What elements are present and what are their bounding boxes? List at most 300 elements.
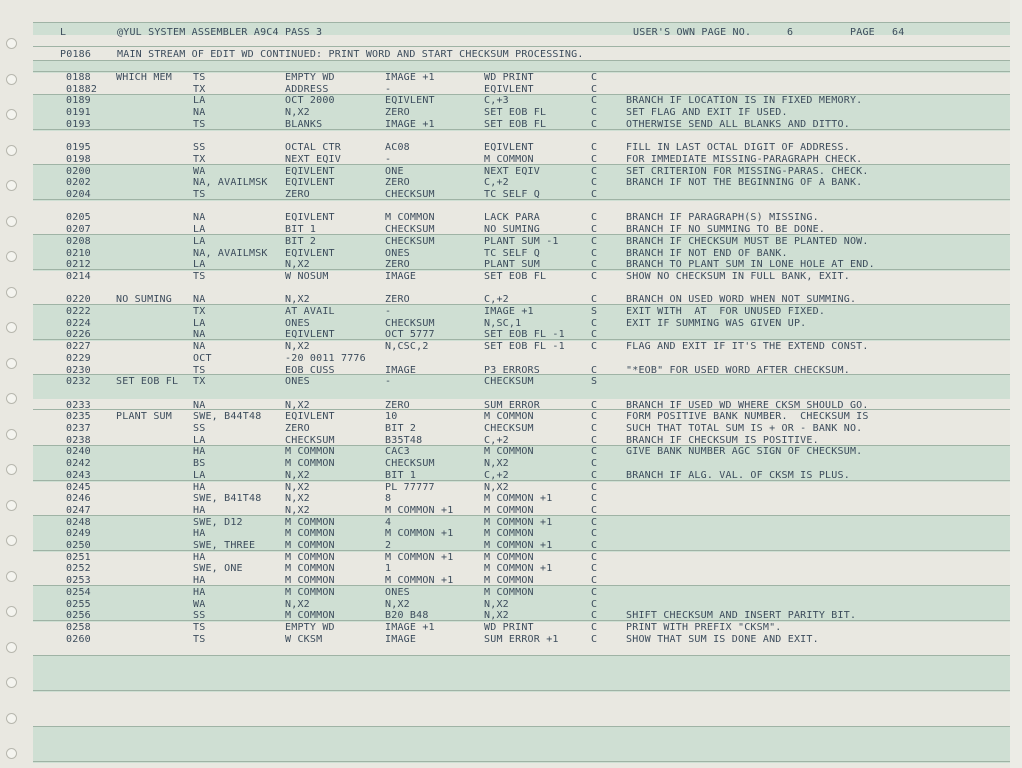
listing-a3: C,+3 — [484, 95, 509, 107]
listing-seq: 0230 — [66, 364, 91, 376]
listing-seq: 0237 — [66, 423, 91, 434]
band-rule — [33, 690, 1010, 691]
listing-op: LA — [193, 317, 206, 329]
listing-a3: M COMMON — [484, 504, 534, 516]
listing-op: WA — [193, 165, 206, 177]
listing-a3: SET EOB FL -1 — [484, 329, 565, 341]
listing-a3: N,X2 — [484, 481, 509, 493]
listing-op: SWE, B41T48 — [193, 493, 262, 505]
listing-a1: N,X2 — [285, 341, 310, 353]
listing-card: C — [591, 247, 598, 259]
listing-a2: B35T48 — [385, 434, 423, 446]
listing-a1: M COMMON — [285, 610, 335, 622]
feed-hole — [6, 38, 17, 49]
listing-comment: EXIT IF SUMMING WAS GIVEN UP. — [626, 317, 807, 329]
listing-a1: M COMMON — [285, 540, 335, 551]
listing-a2: IMAGE — [385, 633, 417, 645]
listing-comment: FILL IN LAST OCTAL DIGIT OF ADDRESS. — [626, 142, 850, 154]
feed-hole — [6, 322, 17, 333]
listing-seq: 0227 — [66, 341, 91, 353]
listing-comment: PRINT WITH PREFIX "CKSM". — [626, 621, 782, 633]
listing-card: S — [591, 306, 598, 317]
listing-a3: SET EOB FL -1 — [484, 341, 565, 353]
listing-a2: - — [385, 306, 392, 317]
listing-seq: 0238 — [66, 434, 91, 446]
section-id: P0186 — [60, 49, 92, 60]
listing-card: C — [591, 551, 598, 563]
listing-op: TS — [193, 621, 206, 633]
listing-seq: 0214 — [66, 270, 91, 282]
listing-card: C — [591, 516, 598, 528]
listing-op: NA — [193, 329, 206, 341]
listing-a2: - — [385, 83, 392, 95]
listing-a2: IMAGE — [385, 270, 417, 282]
feed-hole — [6, 145, 17, 156]
listing-seq: 0205 — [66, 212, 91, 224]
listing-a3: M COMMON +1 — [484, 540, 553, 551]
listing-op: HA — [193, 586, 206, 598]
listing-op: SWE, THREE — [193, 540, 256, 551]
listing-card: C — [591, 95, 598, 107]
listing-card: C — [591, 259, 598, 271]
listing-comment: SET CRITERION FOR MISSING-PARAS. CHECK. — [626, 165, 869, 177]
listing-a1: N,X2 — [285, 107, 310, 119]
listing-a3: SET EOB FL — [484, 270, 547, 282]
listing-op: HA — [193, 528, 206, 540]
listing-a2: M COMMON +1 — [385, 575, 454, 587]
band-rule — [33, 480, 1010, 481]
listing-a3: M COMMON — [484, 411, 534, 423]
feed-hole — [6, 358, 17, 369]
listing-a2: IMAGE +1 — [385, 621, 435, 633]
listing-a1: EQIVLENT — [285, 177, 335, 189]
listing-a1: BIT 2 — [285, 235, 317, 247]
feed-hole — [6, 500, 17, 511]
listing-comment: BRANCH IF ALG. VAL. OF CKSM IS PLUS. — [626, 469, 850, 481]
listing-a3: TC SELF Q — [484, 189, 540, 200]
listing-a3: WD PRINT — [484, 72, 534, 83]
listing-card: C — [591, 504, 598, 516]
listing-seq: 0200 — [66, 165, 91, 177]
listing-card: C — [591, 434, 598, 446]
page-right-edge — [1010, 0, 1022, 768]
listing-op: HA — [193, 504, 206, 516]
feed-hole — [6, 571, 17, 582]
listing-a2: CHECKSUM — [385, 317, 435, 329]
listing-card: C — [591, 540, 598, 551]
listing-comment: SET FLAG AND EXIT IF USED. — [626, 107, 788, 119]
listing-a2: AC08 — [385, 142, 410, 154]
listing-a1: N,X2 — [285, 493, 310, 505]
listing-op: NA — [193, 294, 206, 306]
listing-a2: EQIVLENT — [385, 95, 435, 107]
listing-a2: 2 — [385, 540, 392, 551]
listing-card: C — [591, 224, 598, 236]
listing-comment: FOR IMMEDIATE MISSING-PARAGRAPH CHECK. — [626, 153, 863, 165]
listing-a3: M COMMON +1 — [484, 563, 553, 575]
listing-a2: ONES — [385, 247, 410, 259]
feed-hole — [6, 606, 17, 617]
listing-a3: TC SELF Q — [484, 247, 540, 259]
listing-comment: BRANCH IF NOT THE BEGINNING OF A BANK. — [626, 177, 863, 189]
listing-a3: M COMMON — [484, 586, 534, 598]
listing-comment: BRANCH TO PLANT SUM IN LONE HOLE AT END. — [626, 259, 875, 271]
listing-seq: 01882 — [66, 83, 98, 95]
listing-op: LA — [193, 235, 206, 247]
listing-seq: 0229 — [66, 352, 91, 364]
listing-a2: IMAGE +1 — [385, 72, 435, 83]
listing-card: C — [591, 153, 598, 165]
feed-hole — [6, 393, 17, 404]
listing-comment: SHOW THAT SUM IS DONE AND EXIT. — [626, 633, 819, 645]
feed-hole — [6, 251, 17, 262]
listing-a2: ONE — [385, 165, 404, 177]
listing-a2: N,CSC,2 — [385, 341, 429, 353]
listing-a1: NEXT EQIV — [285, 153, 341, 165]
listing-op: LA — [193, 224, 206, 236]
listing-seq: 0246 — [66, 493, 91, 505]
listing-a1: W CKSM — [285, 633, 323, 645]
listing-seq: 0245 — [66, 481, 91, 493]
listing-seq: 0188 — [66, 72, 91, 83]
listing-a3: P3 ERRORS — [484, 364, 540, 376]
feed-hole — [6, 429, 17, 440]
listing-comment: FLAG AND EXIT IF IT'S THE EXTEND CONST. — [626, 341, 869, 353]
listing-a2: ZERO — [385, 259, 410, 271]
listing-a1: M COMMON — [285, 516, 335, 528]
listing-a2: ZERO — [385, 177, 410, 189]
listing-a3: C,+2 — [484, 177, 509, 189]
listing-seq: 0226 — [66, 329, 91, 341]
tractor-feed-strip — [0, 0, 30, 768]
listing-card: C — [591, 294, 598, 306]
listing-card: C — [591, 481, 598, 493]
listing-comment: FORM POSITIVE BANK NUMBER. CHECKSUM IS — [626, 411, 869, 423]
listing-card: C — [591, 341, 598, 353]
listing-comment: BRANCH IF CHECKSUM IS POSITIVE. — [626, 434, 819, 446]
listing-label: SET EOB FL — [116, 376, 179, 388]
listing-a3: C,+2 — [484, 294, 509, 306]
listing-a3: M COMMON +1 — [484, 493, 553, 505]
listing-card: C — [591, 329, 598, 341]
header-title: @YUL SYSTEM ASSEMBLER A9C4 PASS 3 — [117, 27, 323, 38]
listing-op: LA — [193, 434, 206, 446]
listing-a2: BIT 2 — [385, 423, 417, 434]
listing-seq: 0232 — [66, 376, 91, 388]
listing-op: NA, AVAILMSK — [193, 247, 268, 259]
listing-op: SWE, D12 — [193, 516, 243, 528]
listing-comment: EXIT WITH AT FOR UNUSED FIXED. — [626, 306, 826, 317]
listing-seq: 0253 — [66, 575, 91, 587]
listing-op: TS — [193, 364, 206, 376]
listing-a3: CHECKSUM — [484, 376, 534, 388]
listing-comment: BRANCH IF NO SUMMING TO BE DONE. — [626, 224, 826, 236]
listing-seq: 0220 — [66, 294, 91, 306]
listing-a2: M COMMON +1 — [385, 504, 454, 516]
listing-a2: N,X2 — [385, 598, 410, 610]
listing-a3: SUM ERROR — [484, 399, 540, 411]
listing-op: HA — [193, 575, 206, 587]
listing-a1: ONES — [285, 317, 310, 329]
listing-a1: BLANKS — [285, 118, 323, 130]
listing-a1: EQIVLENT — [285, 165, 335, 177]
listing-comment: SUCH THAT TOTAL SUM IS + OR - BANK NO. — [626, 423, 863, 434]
listing-a3: M COMMON — [484, 575, 534, 587]
listing-a1: M COMMON — [285, 458, 335, 470]
listing-a2: ZERO — [385, 107, 410, 119]
listing-seq: 0255 — [66, 598, 91, 610]
feed-hole — [6, 109, 17, 120]
listing-card: C — [591, 469, 598, 481]
listing-a2: M COMMON +1 — [385, 551, 454, 563]
listing-comment: BRANCH IF NOT END OF BANK. — [626, 247, 788, 259]
listing-a2: CHECKSUM — [385, 189, 435, 200]
listing-card: C — [591, 563, 598, 575]
listing-a2: 8 — [385, 493, 392, 505]
listing-a2: ZERO — [385, 399, 410, 411]
green-bar-band — [33, 655, 1010, 692]
listing-a3: N,SC,1 — [484, 317, 522, 329]
feed-hole — [6, 535, 17, 546]
listing-card: C — [591, 411, 598, 423]
listing-a1: N,X2 — [285, 259, 310, 271]
listing-a2: ONES — [385, 586, 410, 598]
listing-seq: 0189 — [66, 95, 91, 107]
listing-op: HA — [193, 446, 206, 458]
listing-card: C — [591, 118, 598, 130]
listing-op: SS — [193, 142, 206, 154]
listing-a1: BIT 1 — [285, 224, 317, 236]
listing-a2: IMAGE — [385, 364, 417, 376]
listing-card: C — [591, 423, 598, 434]
listing-a1: ZERO — [285, 423, 310, 434]
listing-card: C — [591, 212, 598, 224]
listing-card: C — [591, 633, 598, 645]
header-left-mark: L — [60, 27, 67, 38]
listing-op: SWE, ONE — [193, 563, 243, 575]
listing-op: NA, AVAILMSK — [193, 177, 268, 189]
listing-op: LA — [193, 259, 206, 271]
listing-card: C — [591, 83, 598, 95]
listing-seq: 0256 — [66, 610, 91, 622]
listing-seq: 0210 — [66, 247, 91, 259]
listing-seq: 0242 — [66, 458, 91, 470]
listing-a3: SET EOB FL — [484, 107, 547, 119]
listing-card: C — [591, 598, 598, 610]
listing-op: HA — [193, 481, 206, 493]
listing-a1: M COMMON — [285, 586, 335, 598]
feed-hole — [6, 74, 17, 85]
listing-card: C — [591, 575, 598, 587]
listing-a1: N,X2 — [285, 481, 310, 493]
listing-a3: C,+2 — [484, 434, 509, 446]
listing-a3: NO SUMING — [484, 224, 540, 236]
listing-a1: ADDRESS — [285, 83, 329, 95]
listing-op: TX — [193, 376, 206, 388]
feed-hole — [6, 748, 17, 759]
listing-op: TX — [193, 83, 206, 95]
listing-a2: CHECKSUM — [385, 235, 435, 247]
listing-seq: 0207 — [66, 224, 91, 236]
listing-a1: N,X2 — [285, 504, 310, 516]
header-page-label: PAGE — [850, 27, 875, 38]
listing-a1: OCTAL CTR — [285, 142, 341, 154]
listing-a2: ZERO — [385, 294, 410, 306]
listing-a1: N,X2 — [285, 294, 310, 306]
listing-a2: 1 — [385, 563, 392, 575]
listing-op: BS — [193, 458, 206, 470]
listing-op: OCT — [193, 352, 212, 364]
listing-card: C — [591, 493, 598, 505]
listing-seq: 0235 — [66, 411, 91, 423]
listing-op: SS — [193, 423, 206, 434]
listing-card: C — [591, 399, 598, 411]
listing-op: TX — [193, 153, 206, 165]
header-page-number: 64 — [892, 27, 905, 38]
listing-a2: OCT 5777 — [385, 329, 435, 341]
listing-a1: N,X2 — [285, 598, 310, 610]
listing-a2: 4 — [385, 516, 392, 528]
listing-card: C — [591, 235, 598, 247]
listing-a1: OCT 2000 — [285, 95, 335, 107]
listing-label: PLANT SUM — [116, 411, 172, 423]
listing-a3: LACK PARA — [484, 212, 540, 224]
listing-seq: 0202 — [66, 177, 91, 189]
listing-a1: EQIVLENT — [285, 247, 335, 259]
listing-a1: EQIVLENT — [285, 411, 335, 423]
listing-a2: M COMMON +1 — [385, 528, 454, 540]
feed-hole — [6, 713, 17, 724]
listing-a1: M COMMON — [285, 528, 335, 540]
listing-label: NO SUMING — [116, 294, 172, 306]
listing-a1: N,X2 — [285, 399, 310, 411]
listing-card: C — [591, 189, 598, 200]
listing-seq: 0233 — [66, 399, 91, 411]
listing-label: WHICH MEM — [116, 72, 172, 83]
listing-op: TS — [193, 72, 206, 83]
listing-card: S — [591, 376, 598, 388]
listing-card: C — [591, 610, 598, 622]
listing-seq: 0258 — [66, 621, 91, 633]
listing-a1: ZERO — [285, 189, 310, 200]
listing-a1: EMPTY WD — [285, 621, 335, 633]
listing-seq: 0191 — [66, 107, 91, 119]
feed-hole — [6, 642, 17, 653]
listing-comment: SHOW NO CHECKSUM IN FULL BANK, EXIT. — [626, 270, 850, 282]
listing-op: TS — [193, 270, 206, 282]
listing-card: C — [591, 142, 598, 154]
listing-a2: IMAGE +1 — [385, 118, 435, 130]
listing-a2: CHECKSUM — [385, 458, 435, 470]
listing-a3: WD PRINT — [484, 621, 534, 633]
listing-seq: 0198 — [66, 153, 91, 165]
listing-a1: EQIVLENT — [285, 329, 335, 341]
listing-comment: BRANCH ON USED WORD WHEN NOT SUMMING. — [626, 294, 857, 306]
listing-a2: - — [385, 153, 392, 165]
header-user-page-label: USER'S OWN PAGE NO. — [633, 27, 752, 38]
listing-a3: M COMMON — [484, 551, 534, 563]
listing-op: TS — [193, 189, 206, 200]
listing-a2: CHECKSUM — [385, 224, 435, 236]
listing-a2: BIT 1 — [385, 469, 417, 481]
green-bar-band — [33, 726, 1010, 763]
listing-comment: GIVE BANK NUMBER AGC SIGN OF CHECKSUM. — [626, 446, 863, 458]
listing-a1: M COMMON — [285, 551, 335, 563]
listing-card: C — [591, 364, 598, 376]
listing-a2: CAC3 — [385, 446, 410, 458]
feed-hole — [6, 180, 17, 191]
band-rule — [33, 46, 1010, 47]
listing-op: NA — [193, 212, 206, 224]
listing-seq: 0260 — [66, 633, 91, 645]
listing-card: C — [591, 317, 598, 329]
listing-seq: 0243 — [66, 469, 91, 481]
listing-a2: M COMMON — [385, 212, 435, 224]
feed-hole — [6, 677, 17, 688]
listing-seq: 0250 — [66, 540, 91, 551]
listing-a1: AT AVAIL — [285, 306, 335, 317]
listing-seq: 0208 — [66, 235, 91, 247]
listing-seq: 0252 — [66, 563, 91, 575]
listing-comment: OTHERWISE SEND ALL BLANKS AND DITTO. — [626, 118, 850, 130]
listing-seq: 0251 — [66, 551, 91, 563]
listing-a3: M COMMON — [484, 528, 534, 540]
listing-a3: M COMMON — [484, 446, 534, 458]
listing-a3: PLANT SUM — [484, 259, 540, 271]
listing-op: TS — [193, 118, 206, 130]
listing-card: C — [591, 621, 598, 633]
listing-a3: PLANT SUM -1 — [484, 235, 559, 247]
listing-op: TS — [193, 633, 206, 645]
listing-seq: 0212 — [66, 259, 91, 271]
header-user-page-number: 6 — [787, 27, 794, 38]
listing-a1: M COMMON — [285, 575, 335, 587]
listing-a1: M COMMON — [285, 446, 335, 458]
listing-a3: NEXT EQIV — [484, 165, 540, 177]
listing-op: HA — [193, 551, 206, 563]
listing-a3: SUM ERROR +1 — [484, 633, 559, 645]
listing-seq: 0240 — [66, 446, 91, 458]
listing-seq: 0254 — [66, 586, 91, 598]
listing-seq: 0248 — [66, 516, 91, 528]
listing-op: SWE, B44T48 — [193, 411, 262, 423]
listing-card: C — [591, 72, 598, 83]
listing-a3: EQIVLENT — [484, 83, 534, 95]
listing-a2: - — [385, 376, 392, 388]
listing-a3: CHECKSUM — [484, 423, 534, 434]
listing-comment: BRANCH IF PARAGRAPH(S) MISSING. — [626, 212, 819, 224]
listing-op: NA — [193, 341, 206, 353]
listing-card: C — [591, 165, 598, 177]
listing-seq: 0204 — [66, 189, 91, 200]
listing-comment: BRANCH IF CHECKSUM MUST BE PLANTED NOW. — [626, 235, 869, 247]
listing-a1: W NOSUM — [285, 270, 329, 282]
feed-hole — [6, 216, 17, 227]
listing-a3: C,+2 — [484, 469, 509, 481]
listing-op: LA — [193, 95, 206, 107]
listing-a3: IMAGE +1 — [484, 306, 534, 317]
listing-a3: N,X2 — [484, 610, 509, 622]
listing-card: C — [591, 446, 598, 458]
band-rule — [33, 761, 1010, 762]
listing-a1: EOB CUSS — [285, 364, 335, 376]
listing-card: C — [591, 107, 598, 119]
listing-seq: 0222 — [66, 306, 91, 317]
feed-hole — [6, 464, 17, 475]
feed-hole — [6, 287, 17, 298]
listing-op: TX — [193, 306, 206, 317]
listing-a1: EQIVLENT — [285, 212, 335, 224]
